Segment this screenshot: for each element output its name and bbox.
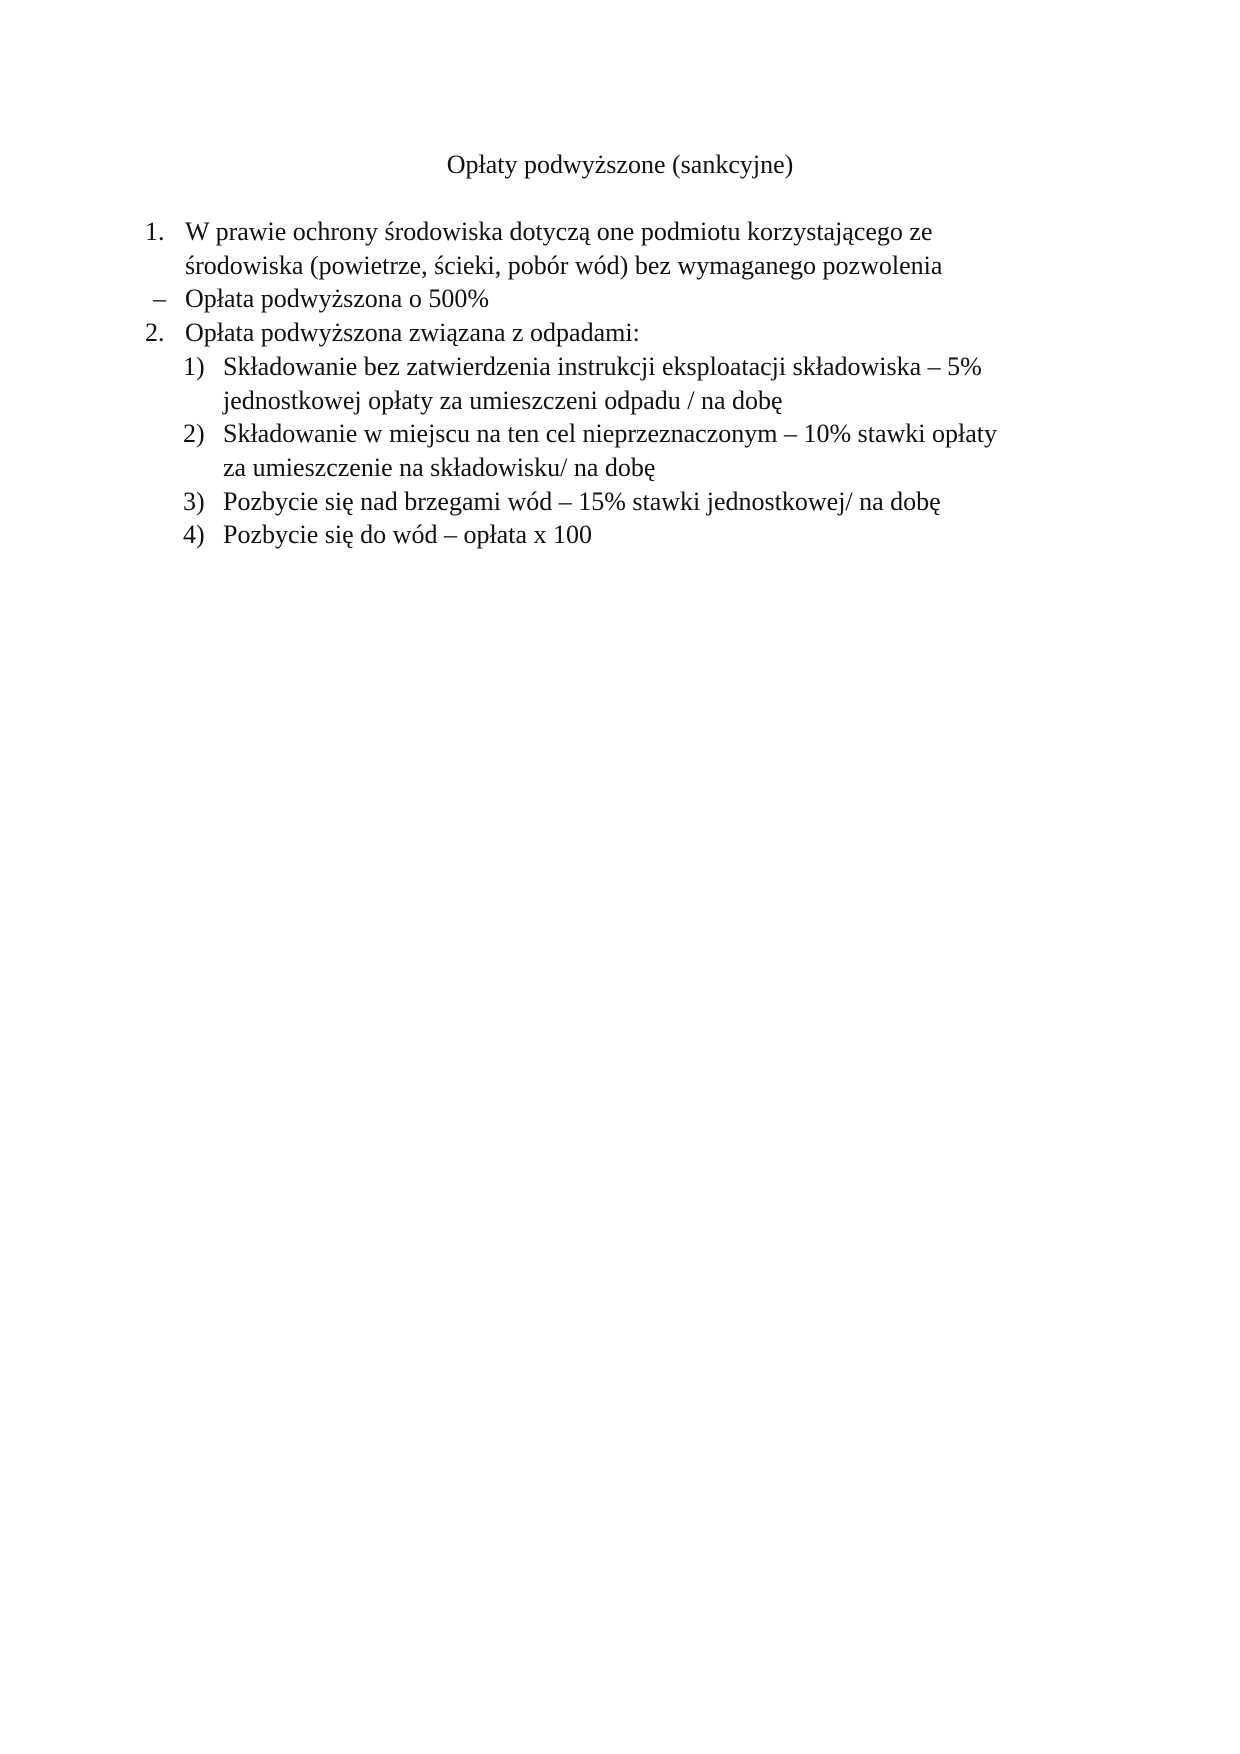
sublist-item-text — [145, 350, 1095, 417]
sublist-marker: 2) — [183, 419, 205, 449]
text-line: Opłata podwyższona o 500% — [185, 284, 489, 314]
text-line: W prawie ochrony środowiska dotyczą one podmiotu korzystającego ze — [185, 217, 933, 246]
list-item — [145, 316, 1095, 350]
sublist-marker: 1) — [183, 351, 205, 381]
list-item-text — [145, 316, 1095, 350]
list-item — [145, 282, 1095, 316]
text-line: Opłata podwyższona związana z odpadami: — [185, 318, 640, 348]
sublist-item — [145, 350, 1095, 417]
list-item-text — [145, 215, 1095, 282]
text-line: jednostkowej opłaty za umieszczeni odpadu / na dobę — [223, 385, 783, 415]
list-item — [145, 215, 1095, 282]
text-line: środowiska (powietrze, ścieki, pobór wód) bez wymaganego pozwolenia — [185, 250, 943, 280]
sublist-item — [145, 518, 1095, 552]
document-body — [145, 215, 1095, 552]
sublist-item — [145, 417, 1095, 484]
text-line: za umieszczenie na składowisku/ na dobę — [223, 452, 656, 482]
text-line: Składowanie bez zatwierdzenia instrukcji eksploatacji składowiska – 5% — [223, 351, 982, 381]
sublist-item-text — [145, 518, 1095, 552]
text-line: Pozbycie się do wód – opłata x 100 — [223, 520, 592, 550]
text-line: Pozbycie się nad brzegami wód – 15% stawki jednostkowej/ na dobę — [223, 486, 941, 516]
sublist-item — [145, 485, 1095, 519]
list-marker: 2. — [145, 318, 165, 348]
list-marker: 1. — [145, 217, 165, 246]
sublist-item-text — [145, 417, 1095, 484]
text-line: Składowanie w miejscu na ten cel nieprzeznaczonym – 10% stawki opłaty — [223, 419, 997, 449]
sublist-marker: 4) — [183, 520, 205, 550]
sublist-marker: 3) — [183, 486, 205, 516]
dash-marker: – — [153, 284, 166, 314]
document-title: Opłaty podwyższone (sankcyjne) — [446, 150, 794, 179]
list-item-text — [145, 282, 1095, 316]
sublist-item-text — [145, 485, 1095, 519]
